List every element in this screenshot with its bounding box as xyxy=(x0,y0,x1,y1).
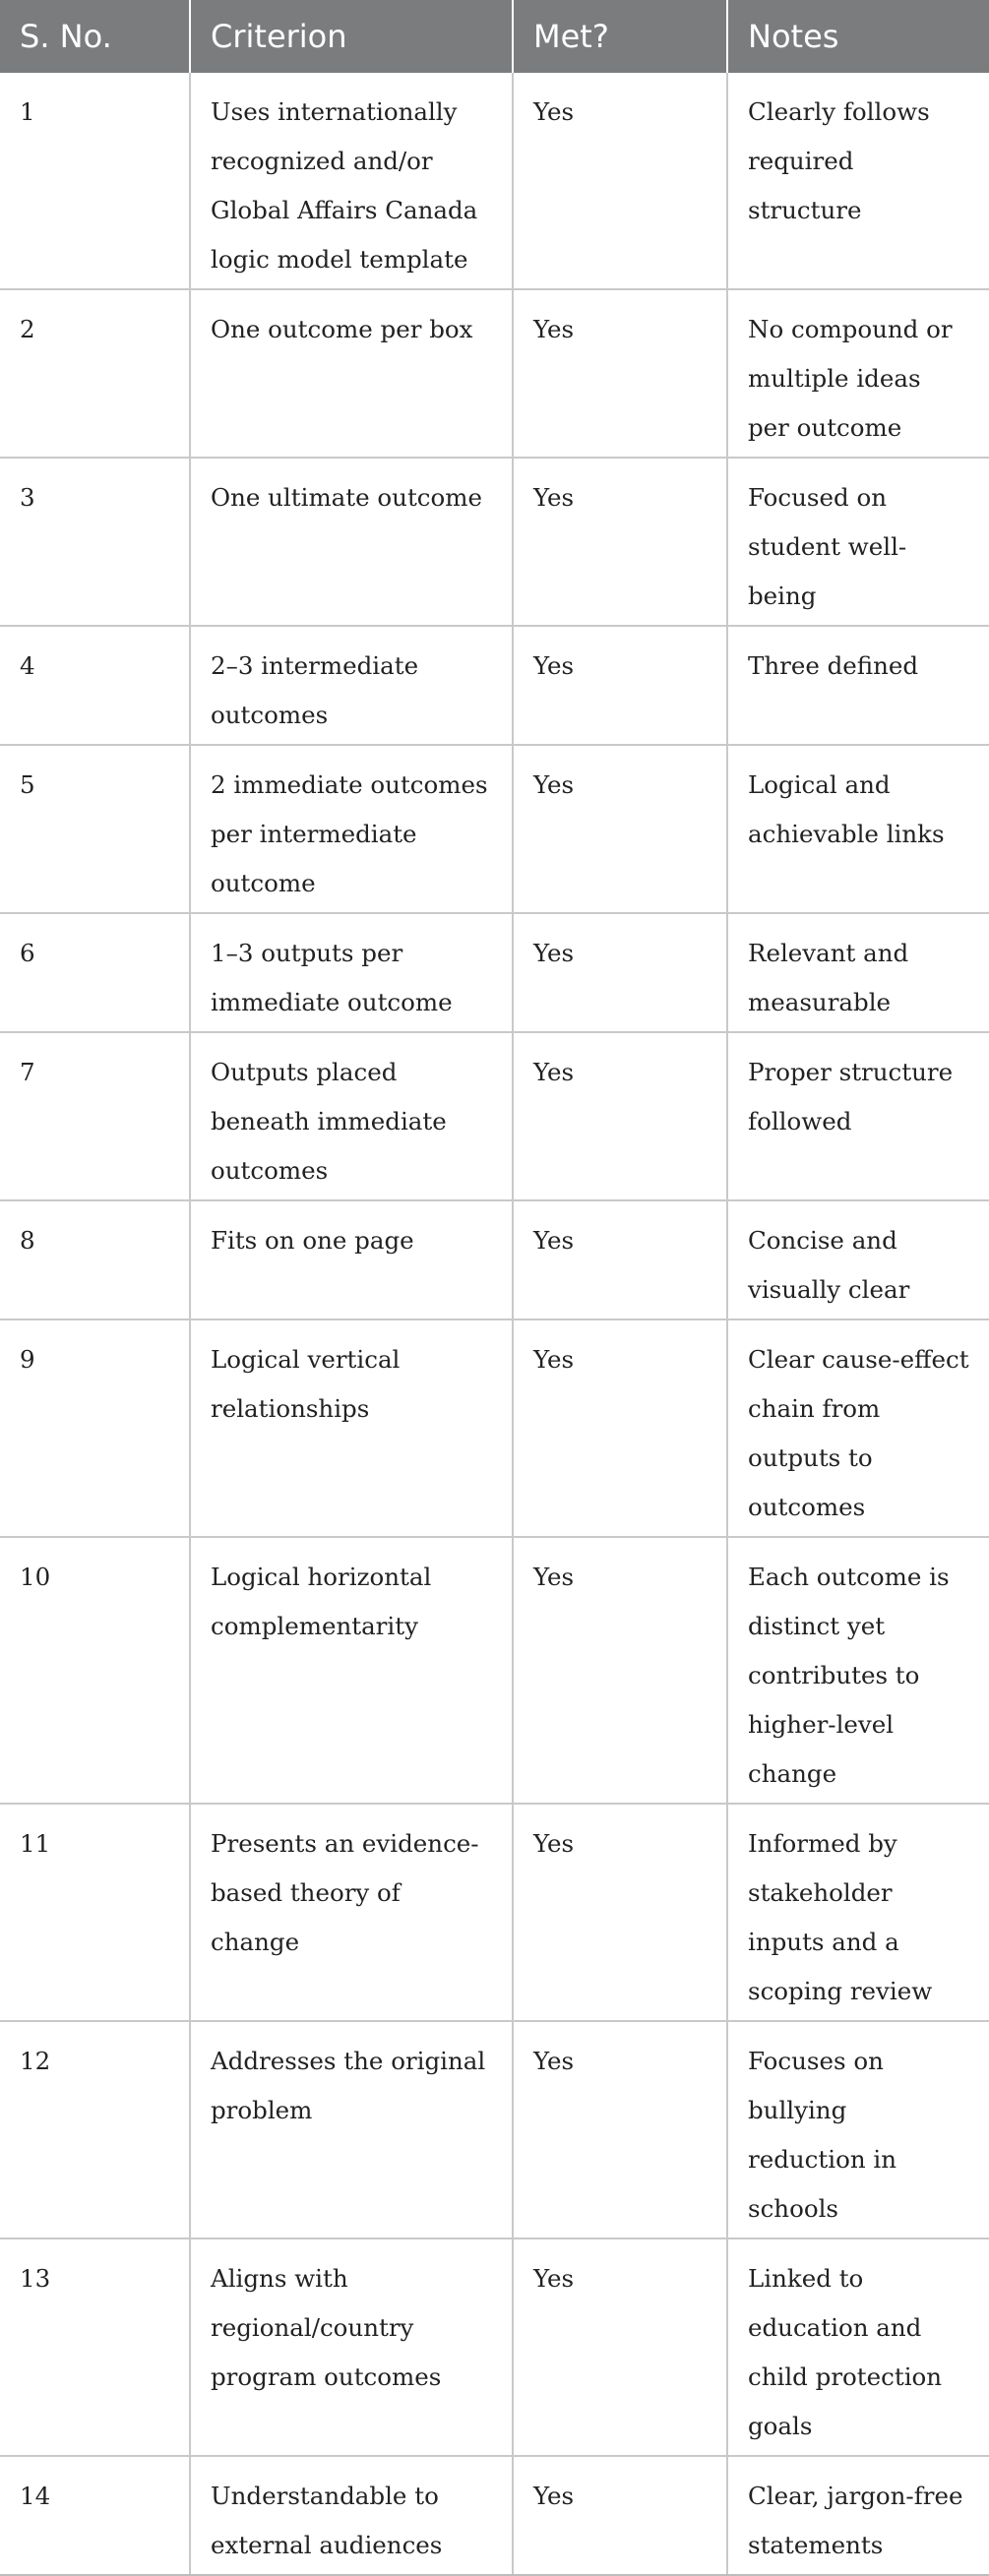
criterion-cell: Uses internationally recognized and/or Global Affairs Canada logic model template xyxy=(190,73,513,289)
table-row xyxy=(0,1032,989,1200)
criterion-cell: Aligns with regional/country program outcomes xyxy=(190,2239,513,2456)
serial-number-cell: 4 xyxy=(0,626,190,745)
serial-number-cell: 7 xyxy=(0,1032,190,1200)
notes-cell: No compound or multiple ideas per outcome xyxy=(727,289,989,458)
criterion-cell: Addresses the original problem xyxy=(190,2021,513,2239)
criterion-cell: Logical vertical relationships xyxy=(190,1319,513,1537)
header-serial-number: S. No. xyxy=(0,0,190,73)
header-criterion: Criterion xyxy=(190,0,513,73)
table-row xyxy=(0,1804,989,2021)
met-cell: Yes xyxy=(513,289,727,458)
serial-number-cell: 11 xyxy=(0,1804,190,2021)
serial-number-cell: 6 xyxy=(0,913,190,1032)
serial-number-cell: 14 xyxy=(0,2456,190,2575)
criterion-cell: 2–3 intermediate outcomes xyxy=(190,626,513,745)
met-cell: Yes xyxy=(513,1200,727,1319)
met-cell: Yes xyxy=(513,745,727,913)
met-cell: Yes xyxy=(513,2021,727,2239)
serial-number-cell: 3 xyxy=(0,458,190,626)
table-row xyxy=(0,626,989,745)
header-row xyxy=(0,0,989,73)
serial-number-cell: 12 xyxy=(0,2021,190,2239)
serial-number-cell: 1 xyxy=(0,73,190,289)
notes-cell: Focuses on bullying reduction in schools xyxy=(727,2021,989,2239)
notes-cell: Three defined xyxy=(727,626,989,745)
table-row xyxy=(0,458,989,626)
header-met: Met? xyxy=(513,0,727,73)
table-row xyxy=(0,745,989,913)
notes-cell: Focused on student well-being xyxy=(727,458,989,626)
table-header xyxy=(0,0,989,73)
serial-number-cell: 8 xyxy=(0,1200,190,1319)
notes-cell: Concise and visually clear xyxy=(727,1200,989,1319)
serial-number-cell: 5 xyxy=(0,745,190,913)
notes-cell: Linked to education and child protection goals xyxy=(727,2239,989,2456)
table-row xyxy=(0,1319,989,1537)
criterion-cell: Outputs placed beneath immediate outcomes xyxy=(190,1032,513,1200)
notes-cell: Informed by stakeholder inputs and a scoping review xyxy=(727,1804,989,2021)
criterion-cell: One ultimate outcome xyxy=(190,458,513,626)
header-notes: Notes xyxy=(748,18,839,55)
notes-cell: Logical and achievable links xyxy=(727,745,989,913)
table-row xyxy=(0,2239,989,2456)
met-cell: Yes xyxy=(513,458,727,626)
notes-cell: Clear, jargon-free statements xyxy=(727,2456,989,2575)
notes-cell: Clear cause-effect chain from outputs to outcomes xyxy=(727,1319,989,1537)
met-cell: Yes xyxy=(513,2239,727,2456)
serial-number-cell: 2 xyxy=(0,289,190,458)
notes-cell: Proper structure followed xyxy=(727,1032,989,1200)
notes-cell: Each outcome is distinct yet contributes to higher-level change xyxy=(727,1537,989,1804)
met-cell: Yes xyxy=(513,913,727,1032)
criterion-cell: 2 immediate outcomes per intermediate outcome xyxy=(190,745,513,913)
met-cell: Yes xyxy=(513,2456,727,2575)
met-cell: Yes xyxy=(513,1319,727,1537)
criterion-cell: Presents an evidence-based theory of change xyxy=(190,1804,513,2021)
notes-cell: Relevant and measurable xyxy=(727,913,989,1032)
criterion-cell: Fits on one page xyxy=(190,1200,513,1319)
met-cell: Yes xyxy=(513,73,727,289)
serial-number-cell: 10 xyxy=(0,1537,190,1804)
met-cell: Yes xyxy=(513,1537,727,1804)
table-row xyxy=(0,1537,989,1804)
table-row xyxy=(0,1200,989,1319)
serial-number-cell: 9 xyxy=(0,1319,190,1537)
criterion-cell: 1–3 outputs per immediate outcome xyxy=(190,913,513,1032)
table-body xyxy=(0,73,989,2575)
table-row xyxy=(0,913,989,1032)
met-cell: Yes xyxy=(513,1032,727,1200)
table-row xyxy=(0,73,989,289)
table-row xyxy=(0,289,989,458)
criterion-cell: Logical horizontal complementarity xyxy=(190,1537,513,1804)
criterion-cell: One outcome per box xyxy=(190,289,513,458)
met-cell: Yes xyxy=(513,626,727,745)
table-row xyxy=(0,2021,989,2239)
met-cell: Yes xyxy=(513,1804,727,2021)
serial-number-cell: 13 xyxy=(0,2239,190,2456)
notes-cell: Clearly follows required structure xyxy=(727,73,989,289)
criterion-cell: Understandable to external audiences xyxy=(190,2456,513,2575)
table-row xyxy=(0,2456,989,2575)
